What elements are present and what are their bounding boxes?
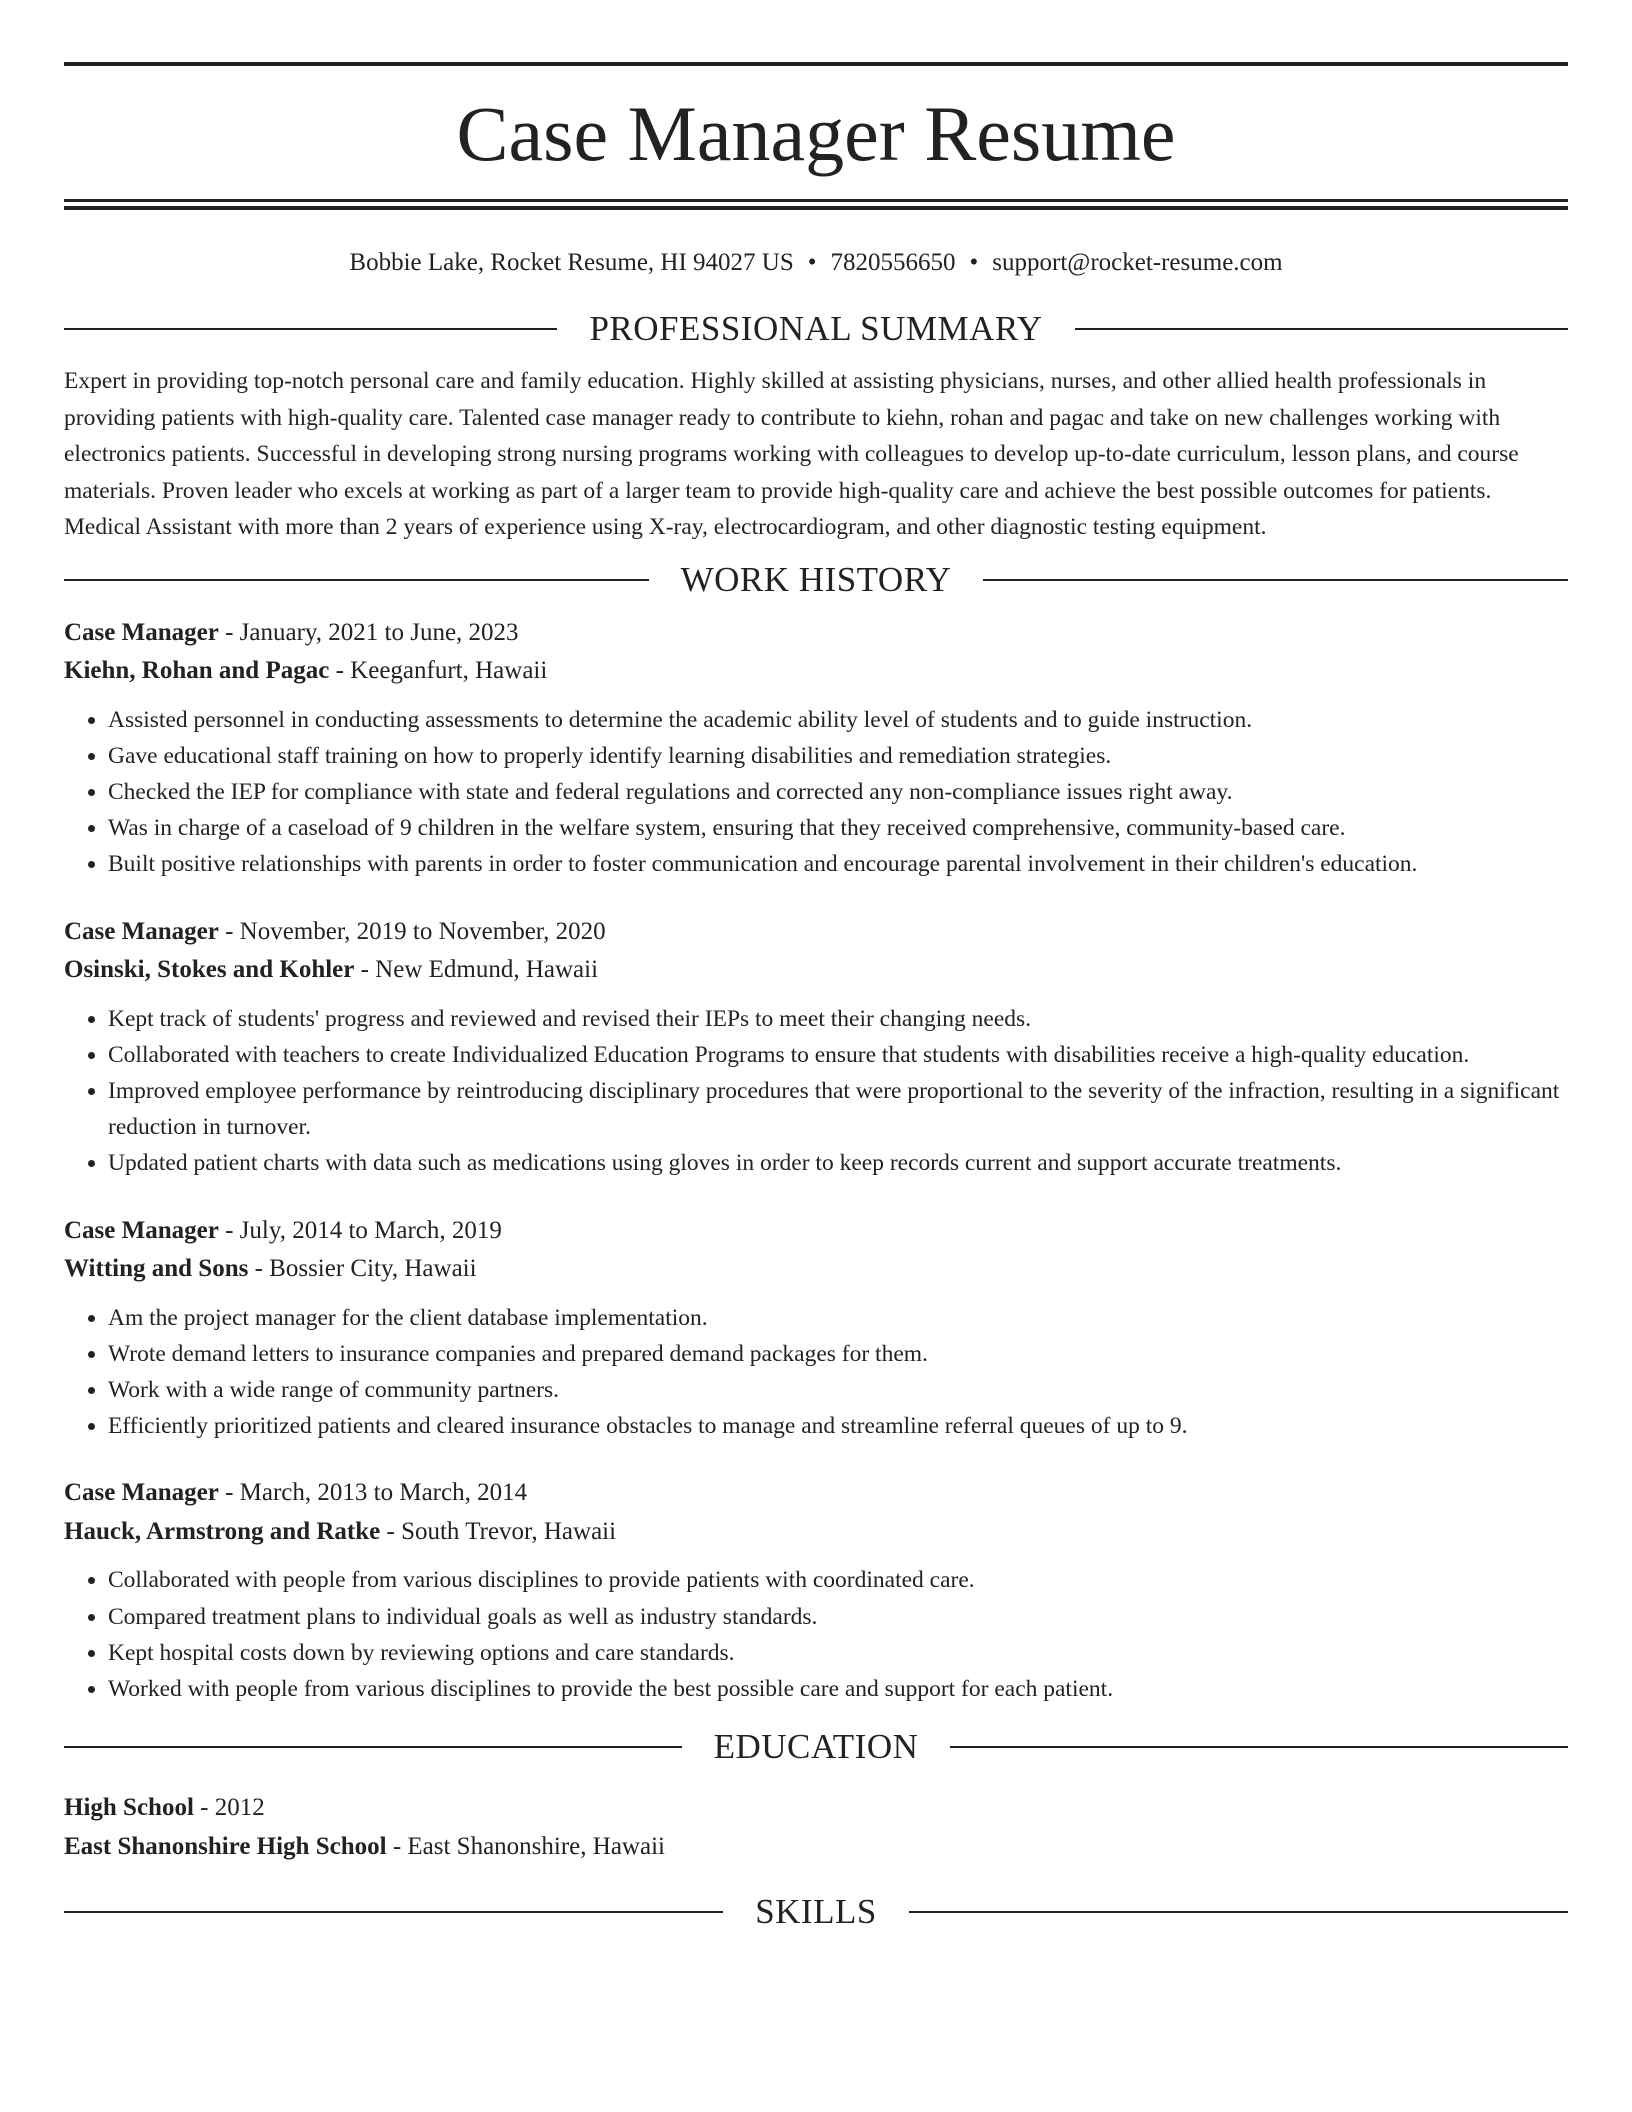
job-entry (64, 913, 1568, 1182)
section-heading-summary (64, 309, 1568, 349)
job-title-line (64, 913, 1568, 952)
job-company: Osinski, Stokes and Kohler (64, 956, 355, 984)
section-heading-work (64, 560, 1568, 600)
section-heading-education (64, 1727, 1568, 1767)
summary-text: Expert in providing top-notch personal care and family education. Highly skilled at assisting physicians, nurses, and other allied health professionals in providing patients with high-quality care. Talented case manager ready to contribute to kiehn, rohan and pagac and take on new challenges working with electronics patients. Successful in developing strong nursing programs working with colleagues to develop up-to-date curriculum, lesson plans, and course materials. Proven leader who excels at working as part of a larger team to provide high-quality care and achieve the best possible outcomes for patients. Medical Assistant with more than 2 years of experience using X-ray, electrocardiogram, and other diagnostic testing equipment. (64, 368, 1519, 540)
list-item: • Am the project manager for the client database implementation. (108, 1300, 1568, 1336)
list-item: • Checked the IEP for compliance with state and federal regulations and corrected any non-compliance issues right away. (108, 774, 1568, 810)
job-bullets (64, 1300, 1568, 1445)
list-item: • Kept hospital costs down by reviewing options and care standards. (108, 1635, 1568, 1671)
list-item: • Wrote demand letters to insurance companies and prepared demand packages for them. (108, 1336, 1568, 1372)
contact-separator: • (807, 249, 817, 276)
job-title-line (64, 1474, 1568, 1513)
heading-rule-right (950, 1746, 1568, 1748)
job-company-line (64, 652, 1568, 691)
education-degree-line (64, 1789, 1568, 1828)
heading-rule-left (64, 328, 557, 330)
contact-address: Bobbie Lake, Rocket Resume, HI 94027 US (349, 249, 794, 276)
job-dates: - January, 2021 to June, 2023 (218, 618, 519, 646)
contact-phone: 7820556650 (830, 249, 956, 276)
contact-email: support@rocket-resume.com (992, 249, 1283, 276)
job-location: - Bossier City, Hawaii (248, 1255, 477, 1283)
job-company-line (64, 1513, 1568, 1552)
job-company-line (64, 1250, 1568, 1289)
list-item: • Collaborated with teachers to create Individualized Education Programs to ensure that students with disabilities receive a high-quality education. (108, 1037, 1568, 1073)
contact-separator: • (969, 249, 979, 276)
job-dates: - November, 2019 to November, 2020 (218, 917, 606, 945)
job-title: Case Manager (64, 618, 219, 646)
job-bullets (64, 702, 1568, 883)
list-item: • Kept track of students' progress and reviewed and revised their IEPs to meet their changing needs. (108, 1001, 1568, 1037)
list-item: • Worked with people from various disciplines to provide the best possible care and support for each patient. (108, 1671, 1568, 1707)
list-item: • Improved employee performance by reintroducing disciplinary procedures that were proportional to the severity of the infraction, resulting in a significant reduction in turnover. (108, 1073, 1568, 1145)
job-title-line (64, 1212, 1568, 1251)
list-item: • Built positive relationships with parents in order to foster communication and encourage parental involvement in their children's education. (108, 846, 1568, 882)
job-location: - South Trevor, Hawaii (380, 1517, 617, 1545)
education-school-line (64, 1828, 1568, 1867)
education-year: - 2012 (193, 1794, 265, 1822)
job-dates: - March, 2013 to March, 2014 (218, 1479, 528, 1507)
section-heading-skills (64, 1892, 1568, 1932)
education-entry (64, 1789, 1568, 1866)
job-entry (64, 1474, 1568, 1707)
heading-rule-right (1075, 328, 1568, 330)
education-school: East Shanonshire High School (64, 1832, 387, 1860)
education-location: - East Shanonshire, Hawaii (386, 1832, 665, 1860)
heading-rule-left (64, 1746, 682, 1748)
section-title: PROFESSIONAL SUMMARY (589, 309, 1043, 348)
list-item: • Assisted personnel in conducting assessments to determine the academic ability level of students and to guide instruction. (108, 702, 1568, 738)
job-company: Hauck, Armstrong and Ratke (64, 1517, 381, 1545)
section-title: WORK HISTORY (680, 559, 952, 599)
list-item: • Compared treatment plans to individual goals as well as industry standards. (108, 1599, 1568, 1635)
section-title: SKILLS (755, 1892, 877, 1932)
job-title: Case Manager (64, 1216, 219, 1244)
contact-line (64, 248, 1568, 278)
heading-rule-left (64, 579, 649, 581)
list-item: • Work with a wide range of community partners. (108, 1372, 1568, 1408)
section-title: EDUCATION (713, 1727, 919, 1767)
job-entry (64, 614, 1568, 883)
job-company-line (64, 951, 1568, 990)
job-location: - Keeganfurt, Hawaii (329, 657, 548, 684)
list-item: • Gave educational staff training on how to properly identify learning disabilities and remediation strategies. (108, 738, 1568, 774)
heading-rule-right (983, 579, 1568, 581)
list-item: • Updated patient charts with data such as medications using gloves in order to keep records current and support accurate treatments. (108, 1145, 1568, 1181)
heading-rule-left (64, 1911, 723, 1913)
header-double-rule (64, 199, 1568, 210)
list-item: • Collaborated with people from various disciplines to provide patients with coordinated care. (108, 1562, 1568, 1598)
job-entry (64, 1212, 1568, 1445)
job-title-line (64, 614, 1568, 653)
resume-title: Case Manager Resume (456, 90, 1176, 177)
education-degree: High School (64, 1794, 194, 1822)
list-item: • Was in charge of a caseload of 9 children in the welfare system, ensuring that they received comprehensive, community-based care. (108, 810, 1568, 846)
job-bullets (64, 1001, 1568, 1182)
job-location: - New Edmund, Hawaii (354, 956, 599, 984)
job-bullets (64, 1562, 1568, 1707)
heading-rule-right (909, 1911, 1568, 1913)
list-item: • Efficiently prioritized patients and cleared insurance obstacles to manage and streamline referral queues of up to 9. (108, 1408, 1568, 1444)
job-title: Case Manager (64, 917, 219, 945)
job-company: Kiehn, Rohan and Pagac (64, 657, 330, 684)
job-company: Witting and Sons (64, 1255, 249, 1283)
job-dates: - July, 2014 to March, 2019 (218, 1216, 502, 1244)
job-title: Case Manager (64, 1479, 219, 1507)
